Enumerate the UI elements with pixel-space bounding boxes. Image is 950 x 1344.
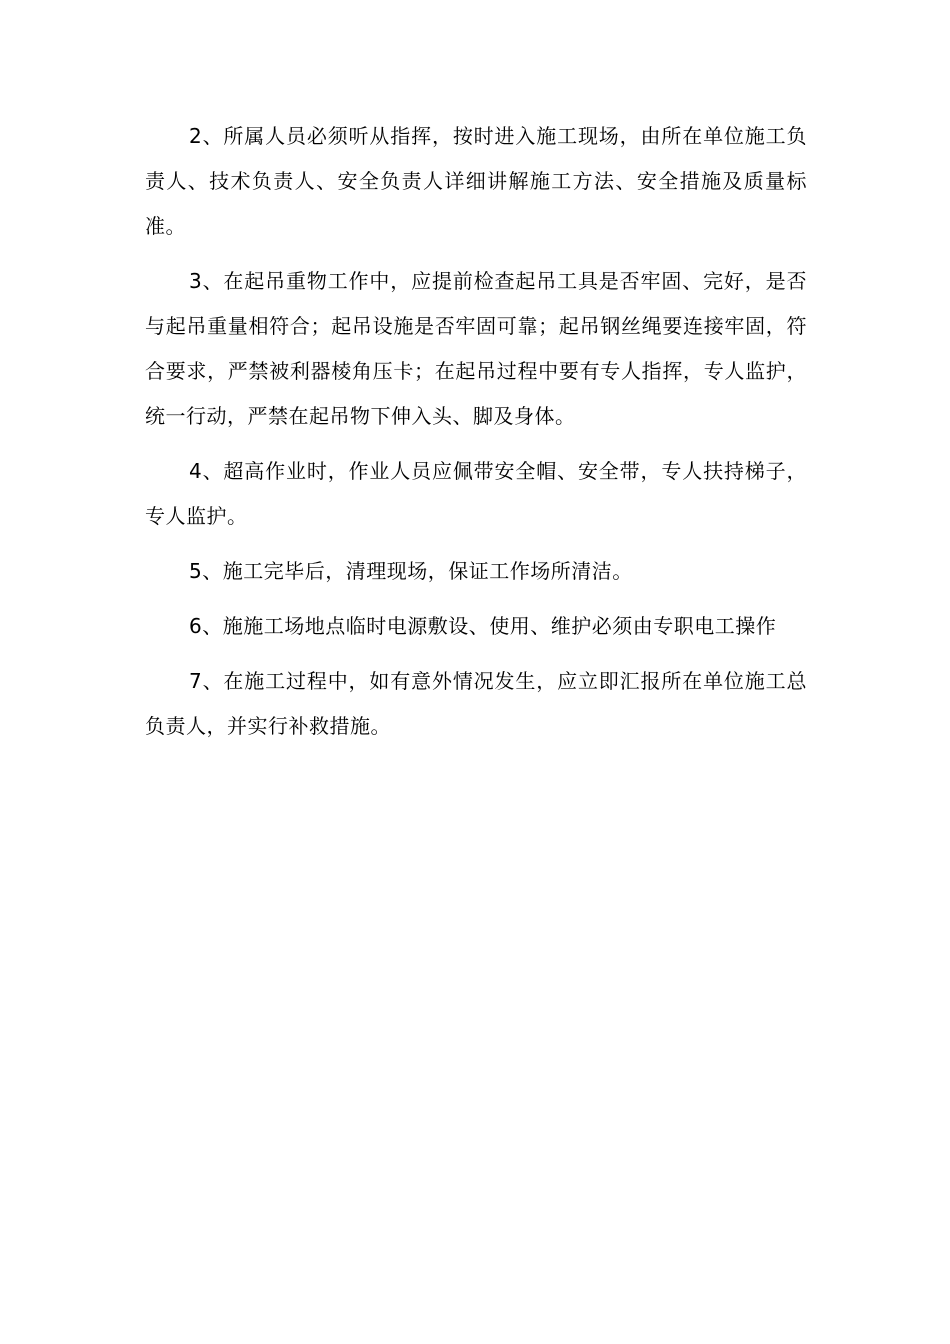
document-body bbox=[145, 114, 807, 759]
paragraph-item-3: 3、在起吊重物工作中，应提前检查起吊工具是否牢固、完好，是否与起吊重量相符合；起吊设施是否牢固可靠；起吊钢丝绳要连接牢固，符合要求，严禁被利器棱角压卡；在起吊过程中要有专人指挥，专人监护，统一行动，严禁在起吊物下伸入头、脚及身体。 bbox=[145, 269, 807, 428]
paragraph-item-2: 2、所属人员必须听从指挥，按时进入施工现场，由所在单位施工负责人、技术负责人、安全负责人详细讲解施工方法、安全措施及质量标准。 bbox=[145, 124, 807, 238]
paragraph-item-4: 4、超高作业时，作业人员应佩带安全帽、安全带，专人扶持梯子，专人监护。 bbox=[145, 459, 807, 528]
paragraph-item-5: 5、施工完毕后，清理现场，保证工作场所清洁。 bbox=[189, 559, 633, 583]
paragraph-item-6: 6、施施工场地点临时电源敷设、使用、维护必须由专职电工操作 bbox=[189, 614, 777, 638]
paragraph-item-7: 7、在施工过程中，如有意外情况发生，应立即汇报所在单位施工总负责人，并实行补救措施。 bbox=[145, 669, 807, 738]
